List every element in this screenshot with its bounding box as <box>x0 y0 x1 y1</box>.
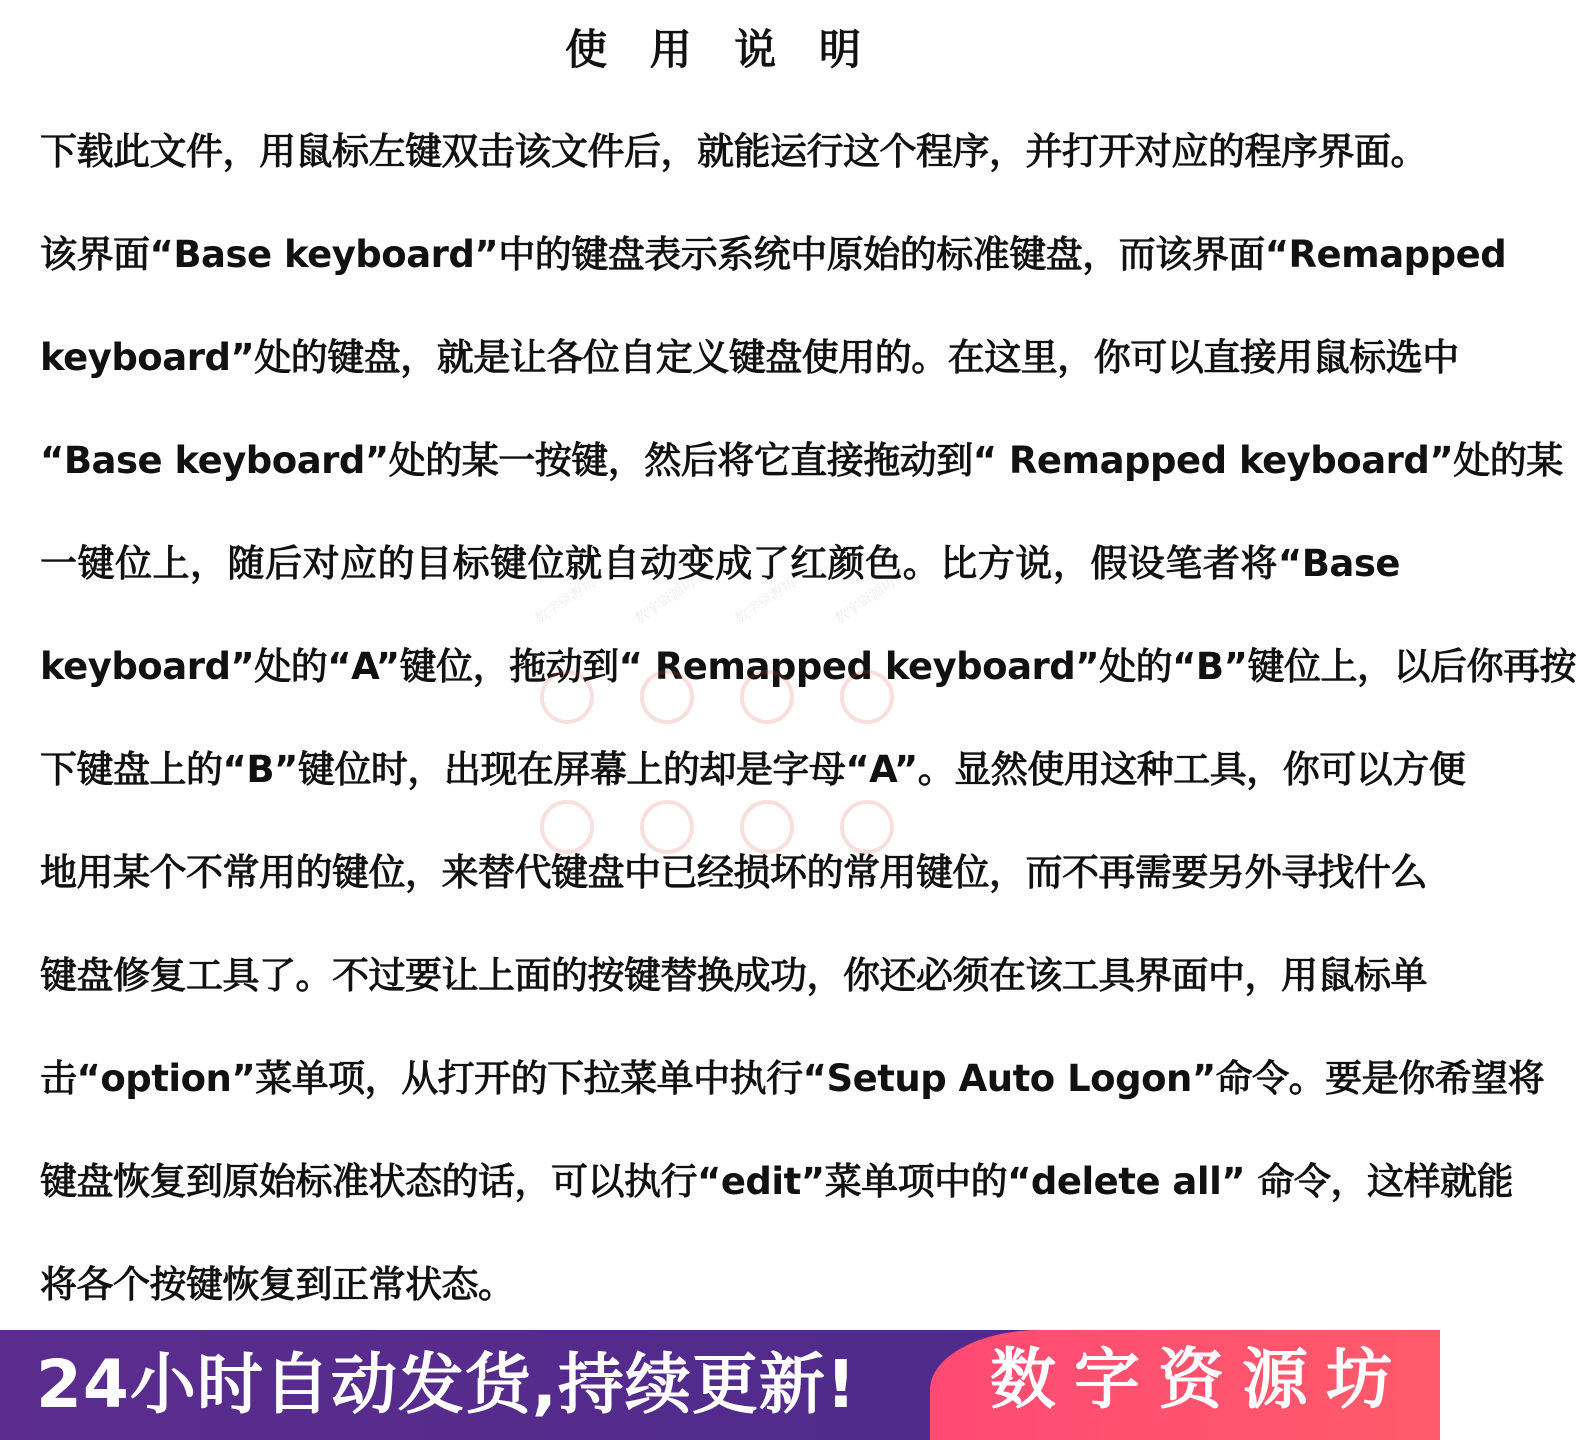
body-line: 下载此文件，用鼠标左键双击该文件后，就能运行这个程序，并打开对应的程序界面。 <box>40 130 1427 173</box>
body-line: keyboard”处的键盘，就是让各位自定义键盘使用的。在这里，你可以直接用鼠标选中 <box>40 336 1459 379</box>
promo-banner-brand <box>930 1330 1440 1440</box>
watermark-text: 数字资源坊 <box>832 574 899 628</box>
watermark-text: 数字资源坊 <box>732 574 799 628</box>
body-line: 一键位上，随后对应的目标键位就自动变成了红颜色。比方说，假设笔者将“Base <box>40 542 1400 585</box>
watermark-text: 数字资源坊 <box>532 574 599 628</box>
watermark-text: 数字资源坊 <box>632 574 699 628</box>
body-line: “Base keyboard”处的某一按键，然后将它直接拖动到“ Remapped keyboard”处的某 <box>40 439 1563 482</box>
body-line: 键盘恢复到原始标准状态的话，可以执行“edit”菜单项中的“delete all” 命令，这样就能 <box>40 1160 1513 1203</box>
body-line: 将各个按键恢复到正常状态。 <box>40 1263 515 1306</box>
promo-banner-brand-text: 数字资源坊 <box>990 1341 1410 1418</box>
body-line: 键盘修复工具了。不过要让上面的按键替换成功，你还必须在该工具界面中，用鼠标单 <box>40 954 1427 997</box>
promo-banner-slogan: 24小时自动发货,持续更新! <box>36 1346 858 1423</box>
body-line: 该界面“Base keyboard”中的键盘表示系统中原始的标准键盘，而该界面“Remapped <box>40 233 1507 276</box>
document-title: 使 用 说 明 <box>565 25 875 74</box>
body-line: 下键盘上的“B”键位时，出现在屏幕上的却是字母“A”。显然使用这种工具，你可以方便 <box>40 748 1466 791</box>
body-line: 地用某个不常用的键位，来替代键盘中已经损坏的常用键位，而不再需要另外寻找什么 <box>40 851 1427 894</box>
body-line: 击“option”菜单项，从打开的下拉菜单中执行“Setup Auto Logon”命令。要是你希望将 <box>40 1057 1545 1100</box>
body-line: keyboard”处的“A”键位，拖动到“ Remapped keyboard”处的“B”键位上，以后你再按 <box>40 645 1576 688</box>
instructions-body <box>40 100 1576 1336</box>
promo-banner <box>0 1330 1440 1440</box>
